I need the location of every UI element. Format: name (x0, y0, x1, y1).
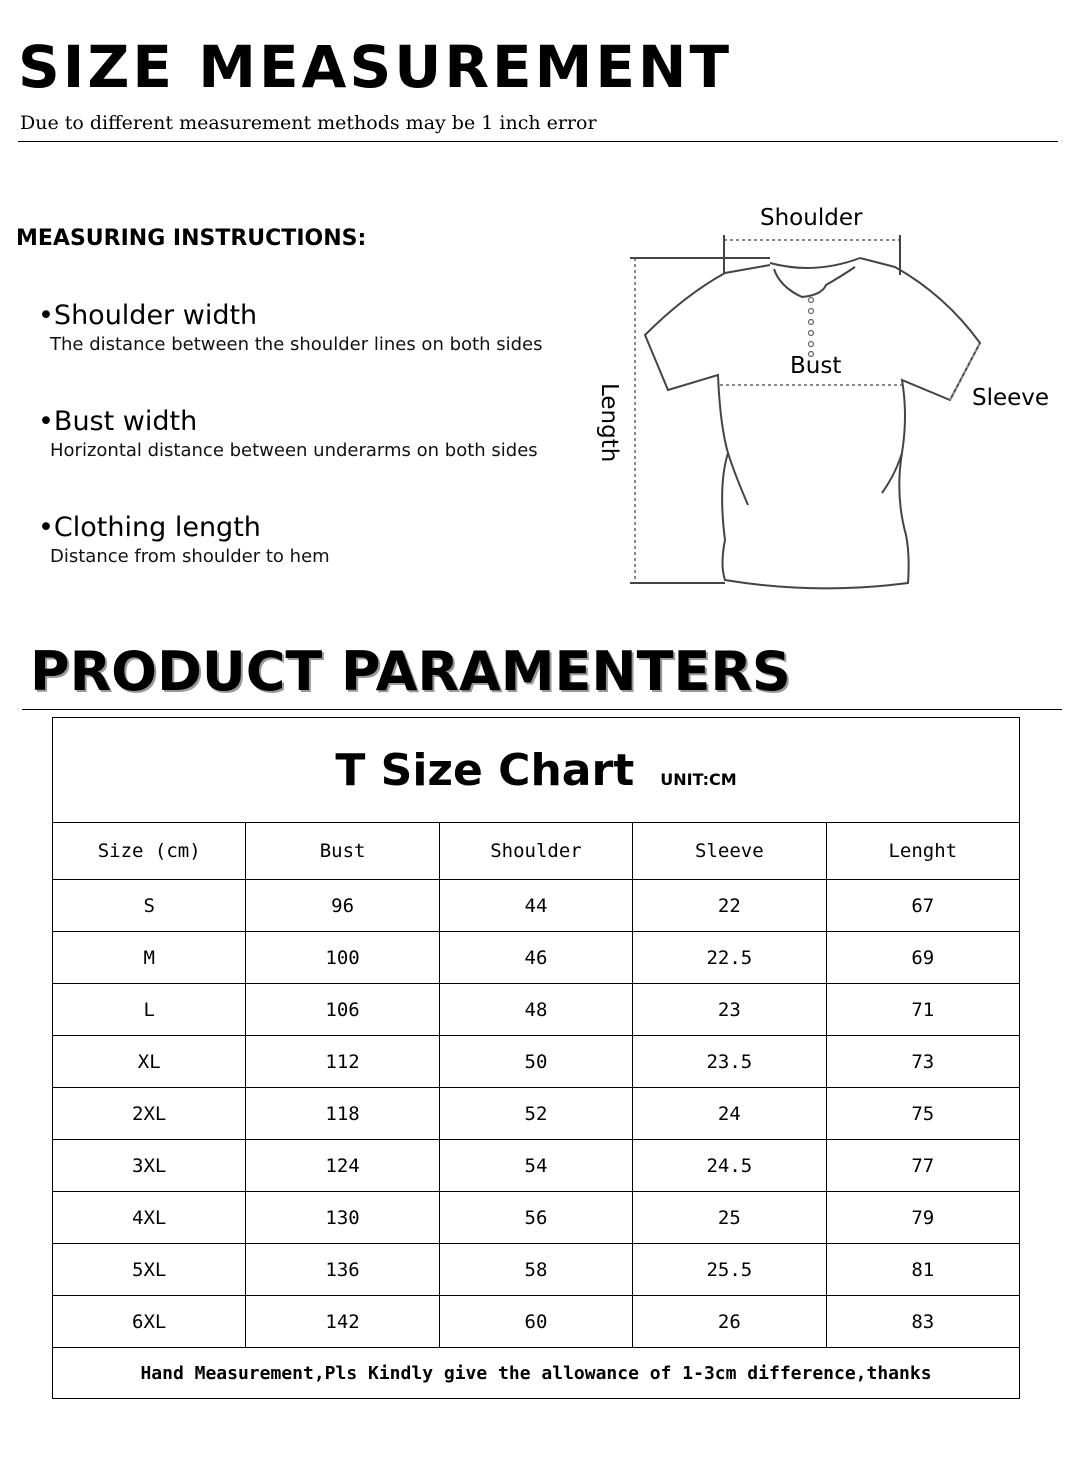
size-cell: M (53, 932, 246, 984)
instruction-desc: The distance between the shoulder lines on both sides (50, 334, 543, 356)
instruction-clothing-length (38, 512, 330, 567)
length-cell: 81 (826, 1244, 1019, 1296)
size-cell: S (53, 880, 246, 932)
header-row (53, 823, 1020, 880)
shoulder-cell: 44 (439, 880, 632, 932)
table-row (53, 932, 1020, 984)
length-cell: 73 (826, 1036, 1019, 1088)
shoulder-cell: 46 (439, 932, 632, 984)
table-row (53, 1036, 1020, 1088)
bust-cell: 136 (246, 1244, 439, 1296)
instructions-heading: MEASURING INSTRUCTIONS: (16, 226, 367, 251)
bust-cell: 96 (246, 880, 439, 932)
instruction-bust-width (38, 406, 538, 461)
length-label: Length (596, 383, 622, 463)
table-row (53, 1192, 1020, 1244)
length-cell: 67 (826, 880, 1019, 932)
size-cell: 6XL (53, 1296, 246, 1348)
length-cell: 77 (826, 1140, 1019, 1192)
column-header-size: Size (cm) (53, 823, 246, 880)
shoulder-cell: 56 (439, 1192, 632, 1244)
size-chart-table (52, 717, 1020, 1399)
chart-title-row (53, 718, 1020, 823)
table-row (53, 984, 1020, 1036)
column-header-sleeve: Sleeve (633, 823, 826, 880)
measurement-note: Due to different measurement methods may be 1 inch error (20, 112, 597, 134)
instruction-title: •Clothing length (38, 512, 261, 543)
sleeve-cell: 24.5 (633, 1140, 826, 1192)
collar (770, 258, 860, 268)
page-title: SIZE MEASUREMENT (18, 33, 733, 101)
table-row (53, 1296, 1020, 1348)
shoulder-cell: 54 (439, 1140, 632, 1192)
instruction-shoulder-width (38, 300, 542, 355)
instruction-desc: Distance from shoulder to hem (50, 546, 330, 568)
placket-buttons (809, 298, 814, 357)
sleeve-label: Sleeve (972, 385, 1050, 411)
column-header-length: Lenght (826, 823, 1019, 880)
length-cell: 69 (826, 932, 1019, 984)
tshirt-measurement-diagram (590, 195, 1060, 600)
size-cell: 4XL (53, 1192, 246, 1244)
size-cell: 2XL (53, 1088, 246, 1140)
bust-cell: 130 (246, 1192, 439, 1244)
bust-cell: 106 (246, 984, 439, 1036)
column-header-shoulder: Shoulder (439, 823, 632, 880)
size-cell: XL (53, 1036, 246, 1088)
bust-cell: 118 (246, 1088, 439, 1140)
sleeve-cell: 25 (633, 1192, 826, 1244)
sleeve-cell: 25.5 (633, 1244, 826, 1296)
length-cell: 71 (826, 984, 1019, 1036)
sleeve-cell: 23 (633, 984, 826, 1036)
shoulder-cell: 60 (439, 1296, 632, 1348)
size-cell: 5XL (53, 1244, 246, 1296)
chart-title-cell (53, 718, 1020, 823)
collar-inner (774, 267, 855, 297)
sleeve-cell: 26 (633, 1296, 826, 1348)
table-row (53, 1140, 1020, 1192)
column-header-bust: Bust (246, 823, 439, 880)
bust-cell: 100 (246, 932, 439, 984)
bust-cell: 142 (246, 1296, 439, 1348)
instruction-title: •Bust width (38, 406, 198, 437)
table-row (53, 1088, 1020, 1140)
size-cell: L (53, 984, 246, 1036)
sleeve-cell: 24 (633, 1088, 826, 1140)
chart-footer-note: Hand Measurement,Pls Kindly give the allowance of 1-3cm difference,thanks (53, 1348, 1020, 1399)
shoulder-cell: 58 (439, 1244, 632, 1296)
sleeve-cell: 22 (633, 880, 826, 932)
header-divider (18, 141, 1058, 142)
product-parameters-heading: PRODUCT PARAMENTERS (30, 640, 791, 703)
size-cell: 3XL (53, 1140, 246, 1192)
length-cell: 75 (826, 1088, 1019, 1140)
shoulder-cell: 50 (439, 1036, 632, 1088)
instruction-desc: Horizontal distance between underarms on both sides (50, 440, 538, 462)
waist-line-left (728, 453, 748, 505)
chart-footer-row (53, 1348, 1020, 1399)
tshirt-outline (645, 258, 980, 588)
bust-cell: 124 (246, 1140, 439, 1192)
length-cell: 79 (826, 1192, 1019, 1244)
sleeve-cell: 23.5 (633, 1036, 826, 1088)
sleeve-cell: 22.5 (633, 932, 826, 984)
chart-title: T Size Chart (335, 744, 635, 796)
shoulder-label: Shoulder (760, 205, 863, 231)
unit-label: UNIT:CM (660, 769, 737, 789)
instruction-title: •Shoulder width (38, 300, 258, 331)
bust-label: Bust (790, 353, 842, 379)
shoulder-cell: 52 (439, 1088, 632, 1140)
table-row (53, 1244, 1020, 1296)
product-divider (22, 709, 1062, 710)
length-cell: 83 (826, 1296, 1019, 1348)
table-row (53, 880, 1020, 932)
shoulder-cell: 48 (439, 984, 632, 1036)
bust-cell: 112 (246, 1036, 439, 1088)
